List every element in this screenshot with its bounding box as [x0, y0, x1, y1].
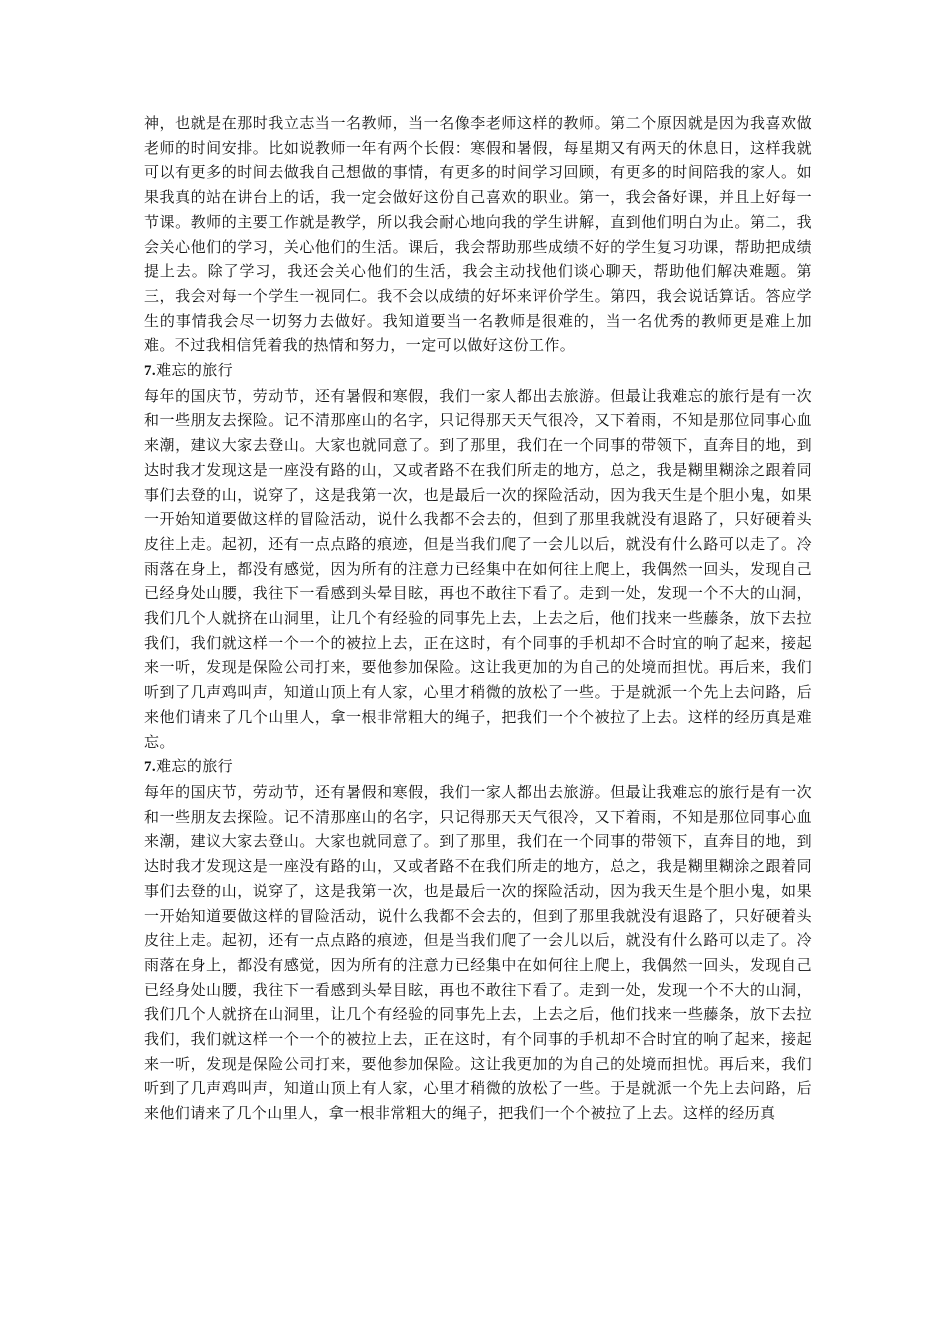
section-number: 7.: [144, 363, 157, 380]
section-body: 每年的国庆节，劳动节，还有暑假和寒假，我们一家人都出去旅游。但最让我难忘的旅行是有一次和一些朋友去探险。记不清那座山的名字，只记得那天天气很冷，又下着雨，不知是那位同事心血来潮，建议大家去登山。大家也就同意了。到了那里，我们在一个同事的带领下，直奔目的地，到达时我才发现这是一座没有路的山，又或者路不在我们所走的地方，总之，我是糊里糊涂之跟着同事们去登的山，说穿了，这是我第一次，也是最后一次的探险活动，因为我天生是个胆小鬼，如果一开始知道要做这样的冒险活动，说什么我都不会去的，但到了那里我就没有退路了，只好硬着头皮往上走。起初，还有一点点路的痕迹，但是当我们爬了一会儿以后，就没有什么路可以走了。冷雨落在身上，都没有感觉，因为所有的注意力已经集中在如何往上爬上，我偶然一回头，发现自己已经身处山腰，我往下一看感到头晕目眩，再也不敢往下看了。走到一处，发现一个不大的山洞，我们几个人就挤在山洞里，让几个有经验的同事先上去，上去之后，他们找来一些藤条，放下去拉我们，我们就这样一个一个的被拉上去，正在这时，有个同事的手机却不合时宜的响了起来，接起来一听，发现是保险公司打来，要他参加保险。这让我更加的为自己的处境而担忧。再后来，我们听到了几声鸡叫声，知道山顶上有人家，心里才稍微的放松了一些。于是就派一个先上去问路，后来他们请来了几个山里人，拿一根非常粗大的绳子，把我们一个个被拉了上去。这样的经历真: [144, 782, 812, 1123]
intro-paragraph: 神，也就是在那时我立志当一名教师，当一名像李老师这样的教师。第二个原因就是因为我喜欢做老师的时间安排。比如说教师一年有两个长假：寒假和暑假，每星期又有两天的休息日，这样我就可以有更多的时间去做我自己想做的事情，有更多的时间学习回顾，有更多的时间陪我的家人。如果我真的站在讲台上的话，我一定会做好这份自己喜欢的职业。第一，我会备好课，并且上好每一节课。教师的主要工作就是教学，所以我会耐心地向我的学生讲解，直到他们明白为止。第二，我会关心他们的学习，关心他们的生活。课后，我会帮助那些成绩不好的学生复习功课，帮助把成绩提上去。除了学习，我还会关心他们的生活，我会主动找他们谈心聊天，帮助他们解决难题。第三，我会对每一个学生一视同仁。我不会以成绩的好坏来评价学生。第四，我会说话算话。答应学生的事情我会尽一切努力去做好。我知道要当一名教师是很难的，当一名优秀的教师更是难上加难。不过我相信凭着我的热情和努力，一定可以做好这份工作。: [144, 114, 812, 355]
section-heading: [144, 358, 812, 384]
section-number: 7.: [144, 759, 157, 776]
section-heading: [144, 754, 812, 780]
section-body: 每年的国庆节，劳动节，还有暑假和寒假，我们一家人都出去旅游。但最让我难忘的旅行是有一次和一些朋友去探险。记不清那座山的名字，只记得那天天气很冷，又下着雨，不知是那位同事心血来潮，建议大家去登山。大家也就同意了。到了那里，我们在一个同事的带领下，直奔目的地，到达时我才发现这是一座没有路的山，又或者路不在我们所走的地方，总之，我是糊里糊涂之跟着同事们去登的山，说穿了，这是我第一次，也是最后一次的探险活动，因为我天生是个胆小鬼，如果一开始知道要做这样的冒险活动，说什么我都不会去的，但到了那里我就没有退路了，只好硬着头皮往上走。起初，还有一点点路的痕迹，但是当我们爬了一会儿以后，就没有什么路可以走了。冷雨落在身上，都没有感觉，因为所有的注意力已经集中在如何往上爬上，我偶然一回头，发现自己已经身处山腰，我往下一看感到头晕目眩，再也不敢往下看了。走到一处，发现一个不大的山洞，我们几个人就挤在山洞里，让几个有经验的同事先上去，上去之后，他们找来一些藤条，放下去拉我们，我们就这样一个一个的被拉上去，正在这时，有个同事的手机却不合时宜的响了起来，接起来一听，发现是保险公司打来，要他参加保险。这让我更加的为自己的处境而担忧。再后来，我们听到了几声鸡叫声，知道山顶上有人家，心里才稍微的放松了一些。于是就派一个先上去问路，后来他们请来了几个山里人，拿一根非常粗大的绳子，把我们一个个被拉了上去。这样的经历真是难忘。: [144, 386, 812, 751]
section-title: 难忘的旅行: [156, 757, 234, 776]
document-content: [144, 111, 812, 1126]
section-title: 难忘的旅行: [156, 361, 234, 380]
